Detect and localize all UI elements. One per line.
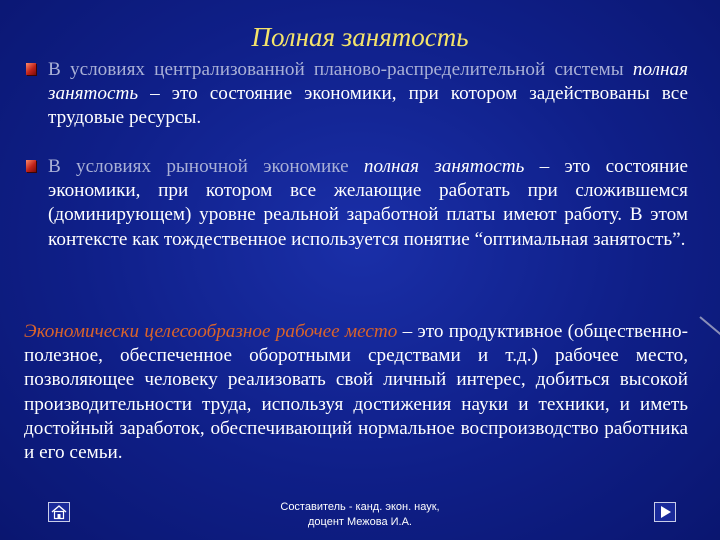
paragraph-lead: В условиях централизованной планово-распределительной системы xyxy=(48,59,633,80)
paragraph-rest: – это состояние экономики, при котором задействованы все трудовые ресурсы. xyxy=(48,83,688,129)
footer-line-author: Составитель - канд. экон. наук, xyxy=(280,501,440,513)
paragraph-planned-economy xyxy=(48,58,688,131)
square-bullet-icon xyxy=(26,160,36,172)
paragraph-workplace xyxy=(24,320,688,465)
home-icon xyxy=(49,503,69,521)
paragraph-rest: – это продуктивное (общественно-полезное, обеспеченное оборотными средствами и т.д.) рабочее место, позволяющее человеку реализовать свой личный интерес, добиться высокой производительности труда, используя достижения науки и техники, и иметь достойный заработок, обеспечивающий нормальное воспроизводство работника и его семьи. xyxy=(24,321,689,464)
play-triangle-icon xyxy=(655,503,675,521)
decorative-line xyxy=(699,316,720,336)
footer-credits xyxy=(240,500,480,530)
paragraph-market-economy xyxy=(48,155,688,252)
footer-line-name: доцент Межова И.А. xyxy=(307,516,412,528)
term-full-employment: полная занятость xyxy=(363,156,525,177)
slide-title: Полная занятость xyxy=(251,22,469,52)
term-workplace: Экономически целесообразное рабочее место xyxy=(24,321,398,342)
term-full-employment: полная занятость xyxy=(48,59,688,105)
next-slide-button[interactable] xyxy=(654,502,676,522)
home-button[interactable] xyxy=(48,502,70,522)
square-bullet-icon xyxy=(26,63,36,75)
paragraph-lead: В условиях рыночной экономике xyxy=(48,156,364,177)
paragraph-rest: – это состояние экономики, при котором все желающие работать при сложившемся (доминирующем) уровне реальной заработной платы имеют работу. В этом контексте как тождественное используется понятие “оптимальная занятость”. xyxy=(48,156,688,250)
